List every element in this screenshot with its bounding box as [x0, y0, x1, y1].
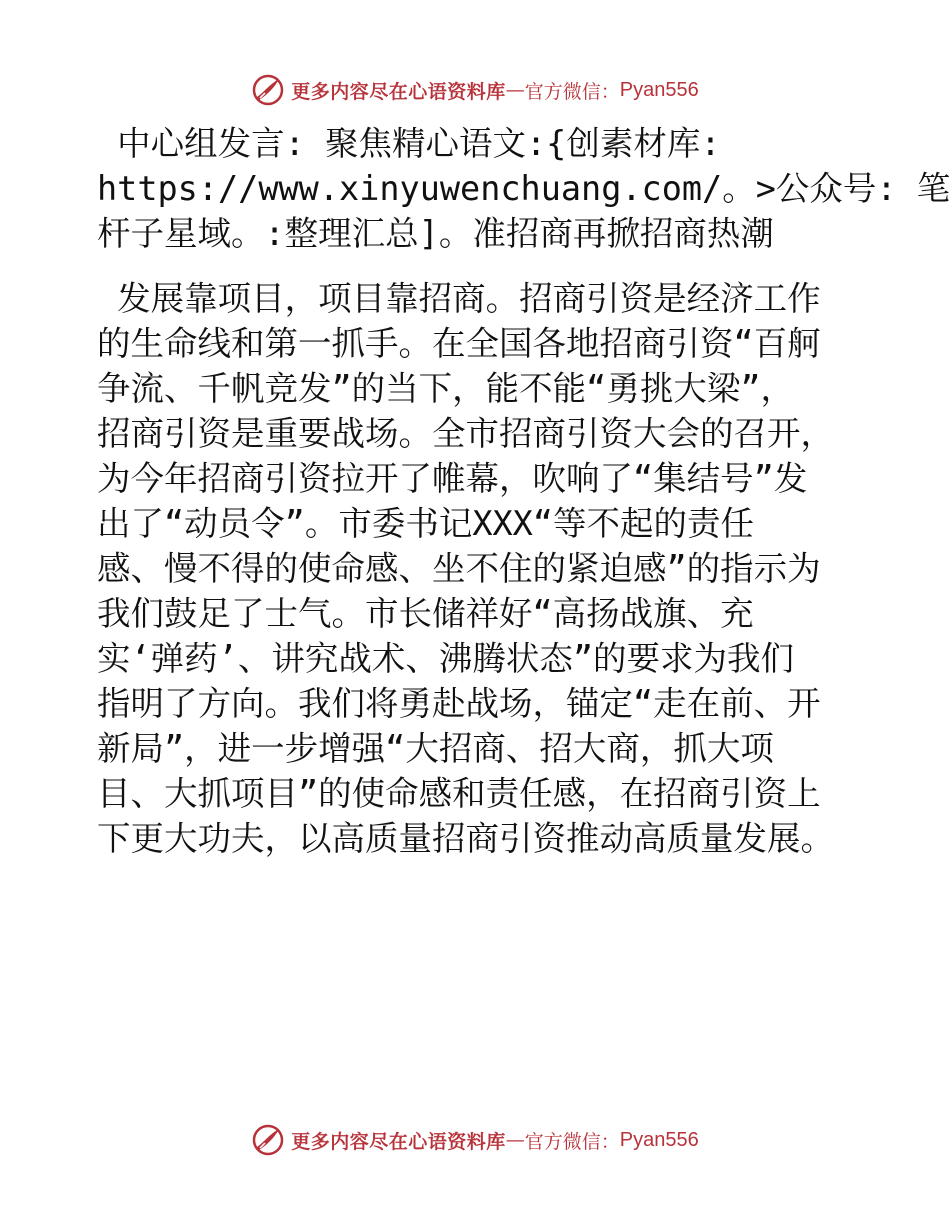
- footer-banner: [0, 1120, 950, 1160]
- body-line: 争流、千帆竞发”的当下，能不能“勇挑大梁”，: [97, 369, 795, 408]
- banner-brand-text: 更多内容尽在心语资料库: [291, 1130, 506, 1153]
- body-line: 招商引资是重要战场。全市招商引资大会的召开，: [97, 414, 834, 453]
- banner-wechat-id: Pyan556: [619, 1128, 699, 1151]
- body-line: 出了“动员令”。市委书记XXX“等不起的责任: [97, 504, 755, 543]
- body-paragraph: [97, 276, 857, 861]
- body-line: 目、大抓项目”的使命感和责任感，在招商引资上: [97, 774, 821, 813]
- title-line: 杆子星域。:整理汇总]。准招商再掀招商热潮: [97, 214, 774, 253]
- banner-wechat-label: 官方微信：: [524, 1130, 620, 1153]
- body-line: 实‘弹药’、讲究战术、沸腾状态”的要求为我们: [97, 639, 795, 678]
- body-line: 我们鼓足了士气。市长储祥好“高扬战旗、充: [97, 594, 754, 633]
- header-banner: [0, 70, 950, 110]
- banner-wechat-id: Pyan556: [619, 78, 699, 101]
- pen-logo-icon: [251, 1123, 285, 1157]
- body-line: 发展靠项目，项目靠招商。招商引资是经济工作: [97, 279, 821, 318]
- body-line: 的生命线和第一抓手。在全国各地招商引资“百舸: [97, 324, 821, 363]
- pen-logo-icon: [251, 73, 285, 107]
- banner-brand-text: 更多内容尽在心语资料库: [291, 80, 506, 103]
- title-line: 中心组发言: 聚焦精心语文:{创素材库:: [97, 124, 721, 163]
- banner-separator: —: [505, 1129, 525, 1151]
- paragraph-gap: [97, 256, 857, 276]
- body-line: 指明了方向。我们将勇赴战场，锚定“走在前、开: [97, 684, 821, 723]
- document-title: [97, 121, 950, 256]
- banner-wechat-label: 官方微信：: [524, 80, 620, 103]
- document-body: [97, 121, 950, 861]
- body-line: 感、慢不得的使命感、坐不住的紧迫感”的指示为: [97, 549, 821, 588]
- body-line: 下更大功夫，以高质量招商引资推动高质量发展。: [97, 819, 834, 858]
- body-line: 为今年招商引资拉开了帷幕，吹响了“集结号”发: [97, 459, 808, 498]
- banner-separator: —: [505, 79, 525, 101]
- title-line: https://www.xinyuwenchuang.com/。>公众号: 笔: [97, 169, 950, 208]
- body-line: 新局”，进一步增强“大招商、招大商，抓大项: [97, 729, 774, 768]
